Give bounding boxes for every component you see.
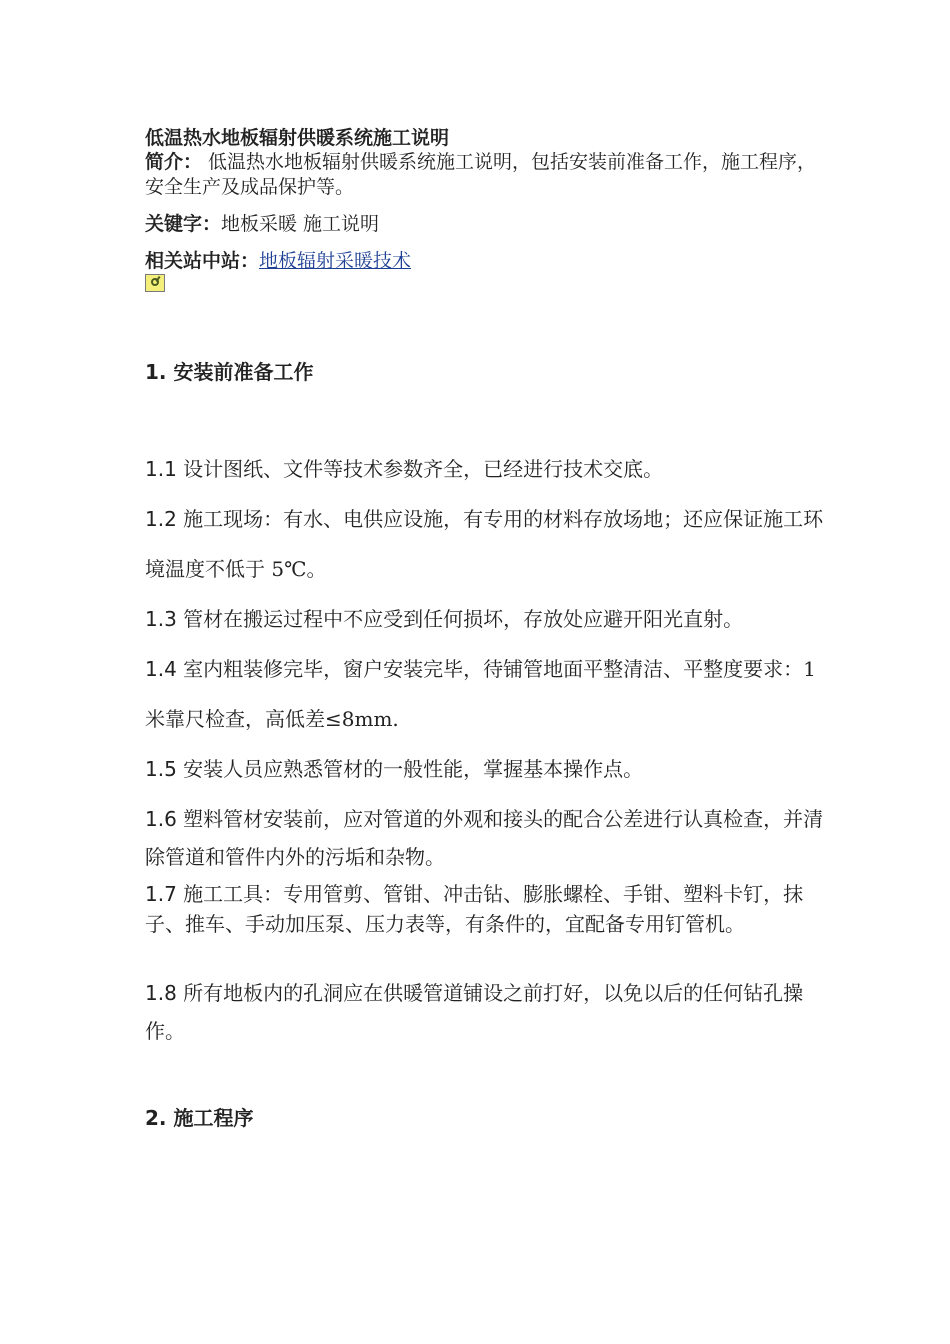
keywords-text: 地板采暖 施工说明 — [221, 213, 380, 235]
item-number: 1.3 — [145, 607, 177, 631]
section-number: 2. — [145, 1106, 167, 1130]
list-item-1-1 — [145, 444, 825, 494]
keywords-line — [145, 209, 379, 239]
item-number: 1.4 — [145, 657, 177, 681]
item-text: 安装人员应熟悉管材的一般性能，掌握基本操作点。 — [176, 757, 644, 781]
intro-label: 简介： — [145, 151, 203, 173]
item-number: 1.7 — [145, 882, 177, 906]
list-item-1-5 — [145, 744, 825, 794]
section-title: 安装前准备工作 — [173, 360, 314, 384]
section-heading-2 — [145, 1103, 253, 1133]
item-text: 塑料管材安装前，应对管道的外观和接头的配合公差进行认真检查，并清除管道和管件内外的污垢和杂物。 — [145, 807, 824, 869]
keywords-label: 关键字： — [145, 213, 222, 235]
related-link[interactable]: 地板辐射采暖技术 — [259, 250, 412, 272]
section-title: 施工程序 — [173, 1106, 254, 1130]
item-number: 1.5 — [145, 757, 177, 781]
section-heading-1 — [145, 357, 313, 387]
section-number: 1. — [145, 360, 167, 384]
list-item-1-3 — [145, 594, 825, 644]
related-label: 相关站中站： — [145, 250, 260, 272]
related-line — [145, 246, 411, 276]
list-item-1-4 — [145, 644, 825, 744]
intro-paragraph — [145, 150, 825, 200]
intro-text: 低温热水地板辐射供暖系统施工说明，包括安装前准备工作，施工程序，安全生产及成品保护等。 — [145, 151, 817, 198]
item-text: 设计图纸、文件等技术参数齐全，已经进行技术交底。 — [176, 457, 664, 481]
item-number: 1.6 — [145, 807, 177, 831]
document-title: 低温热水地板辐射供暖系统施工说明 — [145, 127, 450, 149]
item-text: 施工现场：有水、电供应设施，有专用的材料存放场地；还应保证施工环境温度不低于 5℃。 — [145, 507, 824, 581]
list-item-1-7 — [145, 879, 825, 939]
item-text: 所有地板内的孔洞应在供暖管道铺设之前打好，以免以后的任何钻孔操作。 — [145, 981, 804, 1043]
item-text: 室内粗装修完毕，窗户安装完毕，待铺管地面平整清洁、平整度要求：1 米靠尺检查，高低差≤8mm. — [145, 657, 816, 731]
item-number: 1.8 — [145, 981, 177, 1005]
list-item-1-8 — [145, 974, 825, 1050]
list-item-1-6 — [145, 800, 825, 876]
pencil-edit-icon[interactable] — [145, 274, 165, 292]
item-number: 1.1 — [145, 457, 177, 481]
list-item-1-2 — [145, 494, 825, 594]
item-text: 施工工具：专用管剪、管钳、冲击钻、膨胀螺栓、手钳、塑料卡钉，抹子、推车、手动加压泵、压力表等，有条件的，宜配备专用钉管机。 — [145, 882, 804, 936]
item-text: 管材在搬运过程中不应受到任何损坏，存放处应避开阳光直射。 — [176, 607, 744, 631]
item-number: 1.2 — [145, 507, 177, 531]
